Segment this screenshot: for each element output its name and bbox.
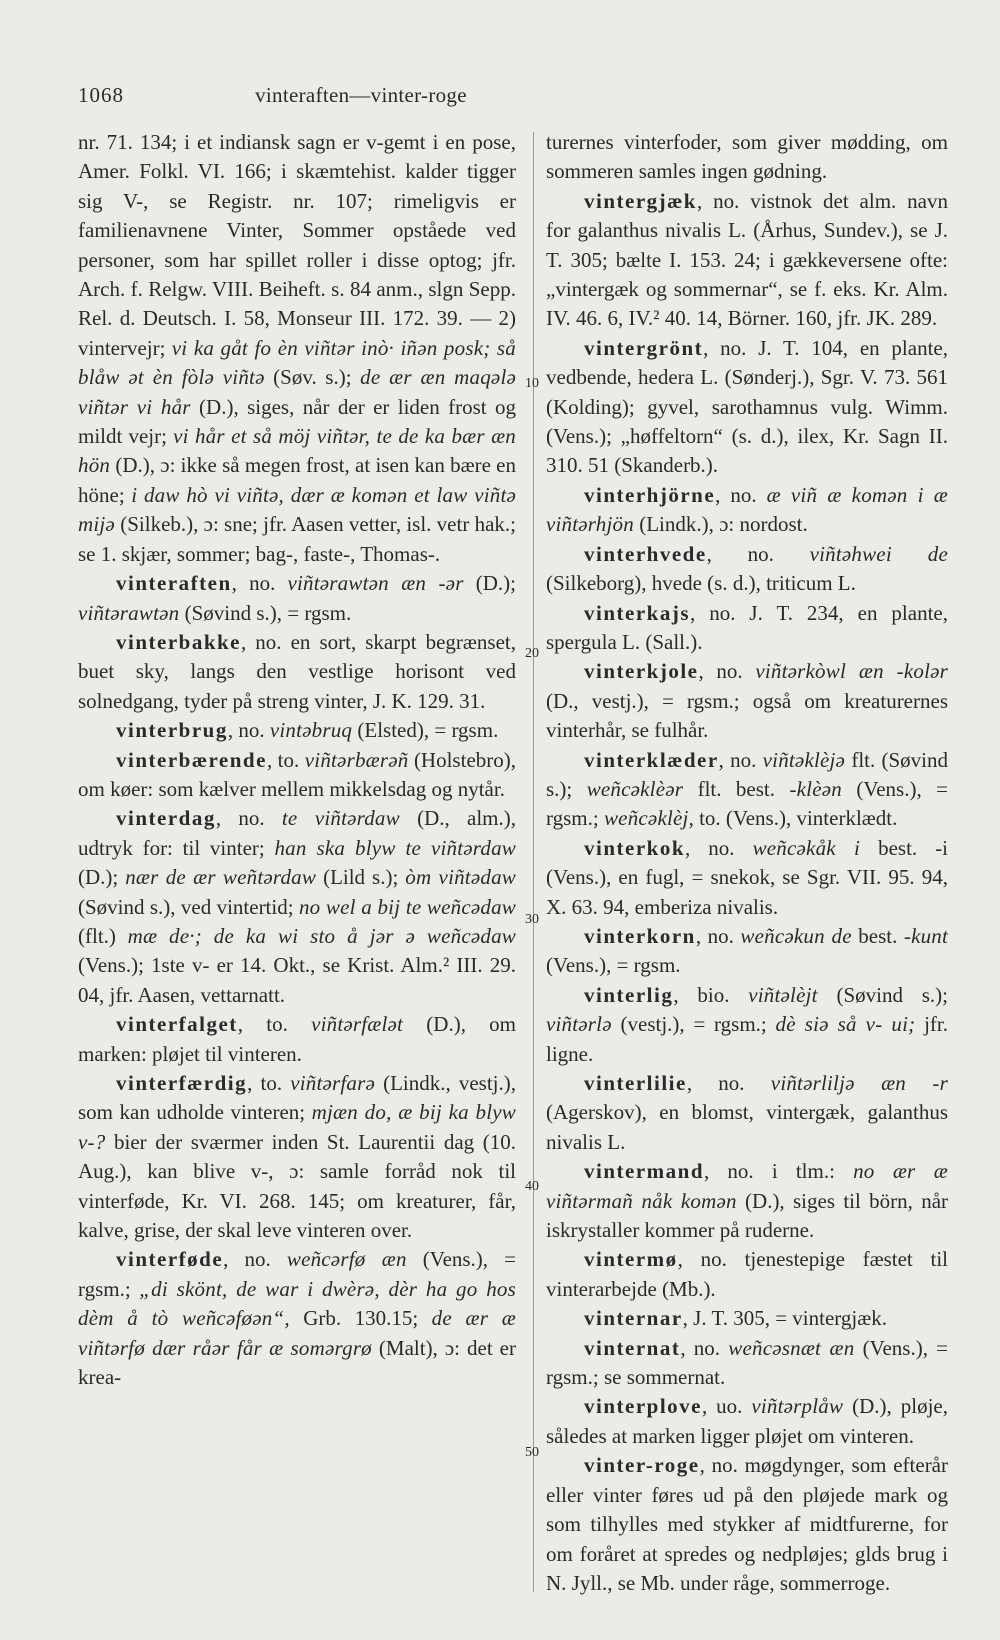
headword: vinterlig — [584, 982, 674, 1007]
entry-vinterplove: vinterplove, uo. viñtərplåw (D.), pløje, således at marken ligger pløjet om vinteren. — [546, 1394, 948, 1448]
entry-vinterbaerende: vinterbærende, to. viñtərbærəñ (Holstebro), om køer: som kælver mellem mikkelsdag og nytår. — [78, 747, 516, 801]
entry-vinterkok: vinterkok, no. weñcəkåk i best. -i (Vens.), en fugl, = snekok, se Sgr. VII. 95. 94, X. 63. 94, emberiza nivalis. — [546, 835, 949, 919]
headword: vintergrönt — [584, 335, 704, 360]
entry-vinterhvede: vinterhvede, no. viñtəhwei de (Silkeborg), hvede (s. d.), triticum L. — [546, 541, 949, 596]
headword: vinteraften — [116, 571, 232, 596]
entry-vinterbakke: vinterbakke, no. en sort, skarpt begrænset, buet sky, langs den vestlige horisont ved solnedgang, tyder på streng vinter, J. K. 129. 31. — [78, 629, 516, 713]
headword: vinterhjörne — [584, 482, 716, 507]
headword: vinterbrug — [116, 718, 228, 743]
entry-vintermand: vintermand, no. i tlm.: no ær æ viñtərmañ nåk komən (D.), siges til börn, når iskrystaller kommer på ruderne. — [546, 1159, 949, 1243]
entry-vinteraften: vinteraften, no. viñtərawtən æn -ər (D.); viñtərawtən (Søvind s.), = rgsm. — [78, 571, 516, 625]
headword: vinterklæder — [584, 747, 719, 772]
headword: vinterdag — [116, 806, 216, 831]
headword: vinterkorn — [584, 923, 696, 948]
line-number-10: 10 — [525, 376, 539, 391]
headword: vinter-roge — [584, 1453, 700, 1478]
headword: vinterkajs — [584, 600, 690, 625]
line-number-50: 50 — [525, 1445, 539, 1460]
entry-vinterkorn: vinterkorn, no. weñcəkun de best. -kunt (Vens.), = rgsm. — [546, 923, 949, 978]
entry-vinterfalget: vinterfalget, to. viñtərfælət (D.), om marken: pløjet til vinteren. — [78, 1012, 516, 1066]
entry-vinterbrug: vinterbrug, no. vintəbruq (Elsted), = rgsm. — [116, 718, 499, 743]
entry-vinter-roge: vinter-roge, no. møgdynger, som efterår eller vinter føres ud på den pløjede mark og som tilhylles med stykker af midtfurerne, for om foråret at spredes og nedpløjes; glds brug i N. Jyll., se Mb. under råge, sommerroge. — [546, 1453, 948, 1595]
entry-continuation-right: turernes vinterfoder, som giver mødding, om sommeren samles ingen gødning. — [546, 130, 948, 184]
entry-vinterlilie: vinterlilie, no. viñtərliljə æn -r (Agerskov), en blomst, vintergæk, galanthus nivalis L. — [546, 1071, 948, 1154]
headword: vinterføde — [116, 1247, 224, 1272]
headword: vinterkok — [584, 835, 686, 860]
running-head: vinteraften—vinter-roge — [255, 83, 467, 107]
right-column — [546, 128, 948, 1598]
entry-continuation: nr. 71. 134; i et indiansk sagn er v-gemt i en pose, Amer. Folkl. VI. 166; i skæmtehist. kalder tigger sig V-, se Registr. nr. 107; rimeligvis er familienavnene Vinter, Sommer opståede ved personer, som har spillet roller i disse optog; jfr. Arch. f. Relgw. VIII. Beiheft. s. 84 anm., slgn Sepp. Rel. d. Deutsch. I. 58, Monseur III. 172. 39. — 2) vintervejr; vi ka gåt fo èn viñtər inò· iñən posk; så blåw ət èn fòlə viñtə (Søv. s.); de ær æn maqələ viñtər vi hår (D.), siges, når der er liden frost og mildt vejr; vi hår et så möj viñtər, te de ka bær æn hön (D.), ɔ: ikke så megen frost, at isen kan bære en höne; i daw hò vi viñtə, dær æ komən et law viñtə mijə (Silkeb.), ɔ: sne; jfr. Aasen vetter, isl. vetr hak.; se 1. skjær, sommer; bag-, faste-, Thomas-. — [78, 130, 517, 566]
left-column — [78, 128, 516, 1392]
headword: vinterbakke — [116, 629, 242, 654]
entry-vinternar: vinternar, J. T. 305, = vintergjæk. — [584, 1306, 888, 1331]
headword: vinterbærende — [116, 747, 267, 772]
entry-vinterklaeder: vinterklæder, no. viñtəklèjə flt. (Søvind s.); weñcəklèər flt. best. -klèən (Vens.), = rgsm.; weñcəklèj, to. (Vens.), vinterklædt. — [546, 747, 948, 831]
entry-vintergjaek: vintergjæk, no. vistnok det alm. navn for galanthus nivalis L. (Århus, Sundev.), se J. T. 305; bælte I. 153. 24; i gækkeversene ofte: „vintergæk og sommernar“, se f. eks. Kr. Alm. IV. 46. 6, IV.² 40. 14, Börner. 160, jfr. JK. 289. — [546, 188, 948, 331]
entry-vinterdag: vinterdag, no. te viñtərdaw (D., alm.), udtryk for: til vinter; han ska blyw te viñtərdaw (D.); nær de ær weñtərdaw (Lild s.); òm viñtədaw (Søvind s.), ved vintertid; no wel a bij te weñcədaw (flt.) mæ de·; de ka wi sto å jər ə weñcədaw (Vens.); 1ste v- er 14. Okt., se Krist. Alm.² III. 29. 04, jfr. Aasen, vettarnatt. — [78, 806, 517, 1007]
entry-vinterkajs: vinterkajs, no. J. T. 234, en plante, spergula L. (Sall.). — [546, 600, 948, 654]
entry-vinternat: vinternat, no. weñcəsnæt æn (Vens.), = rgsm.; se sommernat. — [546, 1335, 949, 1390]
entry-vinterhjoerne: vinterhjörne, no. æ viñ æ komən i æ viñtərhjön (Lindk.), ɔ: nordost. — [546, 482, 949, 537]
entry-vinterlig: vinterlig, bio. viñtəlèjt (Søvind s.); viñtərlə (vestj.), = rgsm.; dè siə så v- ui; jfr. ligne. — [546, 982, 948, 1066]
headword: vinterlilie — [584, 1071, 687, 1095]
line-number-40: 40 — [525, 1179, 539, 1194]
page-number: 1068 — [78, 83, 124, 107]
entry-vintergroent: vintergrönt, no. J. T. 104, en plante, vedbende, hedera L. (Sønderj.), Sgr. V. 73. 561 (Kolding); gyvel, sarothamnus vulg. Wimm. (Vens.); „høffeltorn“ (s. d.), ilex, Kr. Sagn II. 310. 51 (Skanderb.). — [546, 335, 948, 478]
column-divider — [533, 132, 534, 1592]
headword: vinternat — [584, 1335, 681, 1360]
line-number-30: 30 — [525, 912, 539, 927]
headword: vinterkjole — [584, 659, 699, 684]
page-header — [78, 78, 644, 112]
entry-vintermoe: vintermø, no. tjenestepige fæstet til vinterarbejde (Mb.). — [546, 1247, 948, 1301]
entry-vinterfaerdig: vinterfærdig, to. viñtərfarə (Lindk., vestj.), som kan udholde vinteren; mjæn do, æ bij ka blyw v-? bier der sværmer inden St. Laurentii dag (10. Aug.), kan blive v-, ɔ: samle forråd nok til vinterføde, Kr. VI. 268. 145; om kreaturer, får, kalve, grise, der skal leve vinteren over. — [78, 1071, 516, 1243]
entry-vinterfoede: vinterføde, no. weñcərfø æn (Vens.), = rgsm.; „di skönt, de war i dwèrə, dèr ha go hos dèm å tò weñcəføən“, Grb. 130.15; de ær æ viñtərfø dær råər får æ somərgrø (Malt), ɔ: det er krea- — [78, 1247, 516, 1390]
headword: vintermø — [584, 1247, 678, 1272]
headword: vinternar — [584, 1306, 683, 1331]
headword: vinterhvede — [584, 541, 707, 566]
headword: vinterfærdig — [116, 1071, 248, 1095]
entry-vinterkjole: vinterkjole, no. viñtərkòwl æn -kolər (D., vestj.), = rgsm.; også om kreaturernes vinterhår, se fulhår. — [546, 659, 948, 743]
headword: vinterfalget — [116, 1012, 238, 1037]
line-number-20: 20 — [525, 646, 539, 661]
headword: vinterplove — [584, 1394, 702, 1419]
headword: vintermand — [584, 1159, 704, 1184]
headword: vintergjæk — [584, 188, 697, 213]
